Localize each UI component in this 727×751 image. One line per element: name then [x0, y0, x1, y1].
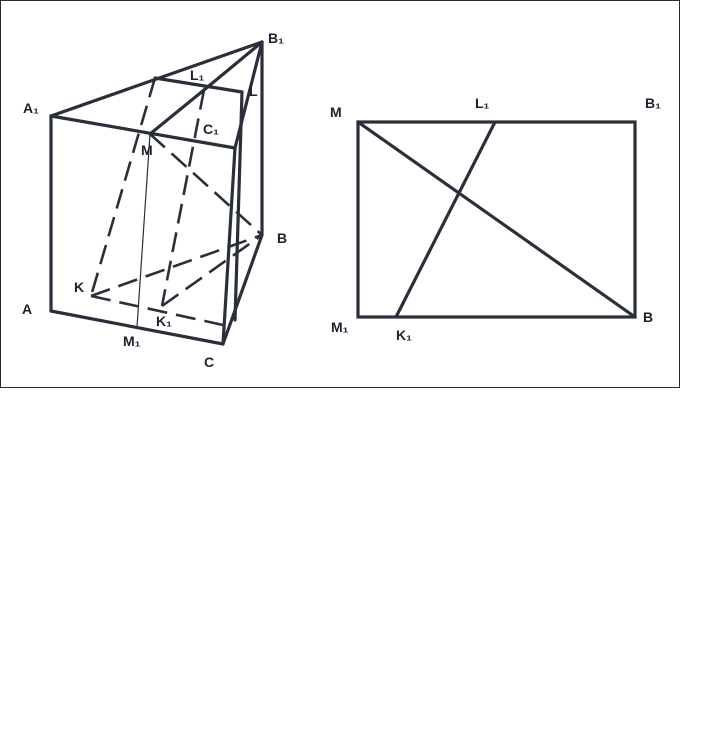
section-label-K1: K₁ — [396, 327, 412, 343]
label-M: M — [141, 142, 153, 158]
section-line-L1-K1 — [396, 122, 495, 317]
section-label-L1: L₁ — [475, 95, 490, 111]
label-B1: B₁ — [268, 30, 284, 46]
hidden-M-B — [150, 134, 262, 235]
hidden-L1-K1 — [162, 90, 204, 306]
label-L: L — [249, 83, 258, 99]
section-label-B1: B₁ — [645, 95, 661, 111]
section-L-line — [235, 92, 242, 320]
label-A: A — [22, 301, 33, 317]
label-M1: M₁ — [123, 333, 141, 349]
hidden-K1-B — [162, 235, 262, 306]
section-label-B: B — [643, 309, 654, 325]
label-K: K — [74, 279, 85, 295]
section-drawing — [330, 95, 661, 343]
label-B: B — [277, 230, 288, 246]
hidden-L1-K — [91, 78, 155, 296]
section-label-M1: M₁ — [331, 319, 349, 335]
section-label-M: M — [330, 104, 342, 120]
label-L1: L₁ — [190, 67, 205, 83]
label-C: C — [204, 354, 215, 370]
label-A1: A₁ — [23, 100, 39, 116]
label-K1: K₁ — [156, 313, 172, 329]
section-diagonal-M-B — [358, 122, 635, 317]
line-M-M1 — [137, 134, 150, 327]
prism-drawing — [22, 30, 287, 370]
label-C1: C₁ — [203, 121, 219, 137]
